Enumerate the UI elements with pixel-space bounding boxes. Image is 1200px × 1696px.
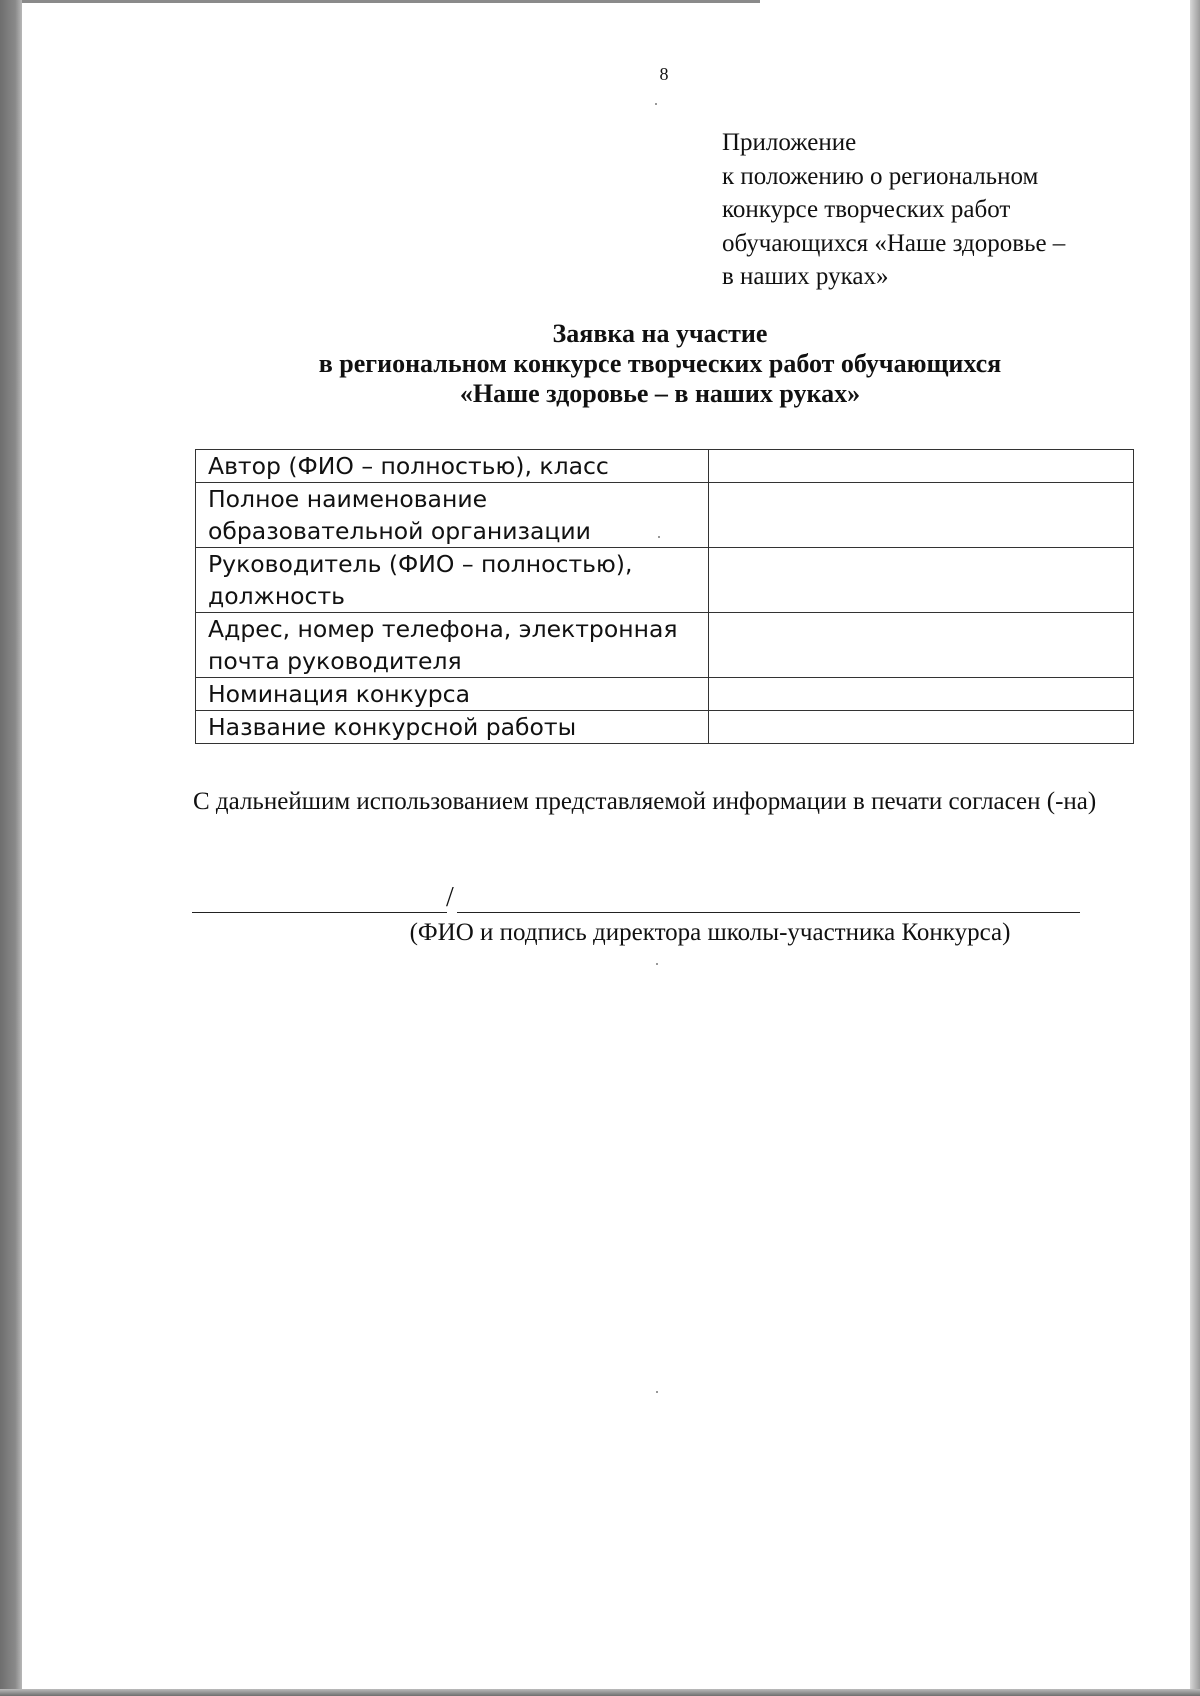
appendix-line: к положению о региональном bbox=[722, 162, 1039, 190]
table-row bbox=[196, 450, 1134, 483]
title-line: «Наше здоровье – в наших руках» bbox=[459, 379, 861, 408]
field-label-contacts: Адрес, номер телефона, электронная почта руководителя bbox=[196, 613, 709, 678]
field-value-author[interactable] bbox=[708, 450, 1133, 483]
table-row bbox=[196, 483, 1134, 548]
scan-edge-left bbox=[0, 0, 22, 1696]
signature-caption: (ФИО и подпись директора школы-участника Конкурса) bbox=[409, 919, 1011, 946]
scan-speck bbox=[656, 1391, 658, 1393]
field-label-organization: Полное наименование образовательной организации bbox=[196, 483, 709, 548]
field-value-organization[interactable] bbox=[708, 483, 1133, 548]
table-row bbox=[196, 711, 1134, 744]
scan-speck bbox=[656, 963, 658, 965]
field-label-supervisor: Руководитель (ФИО – полностью), должность bbox=[196, 548, 709, 613]
scan-speck bbox=[658, 536, 660, 538]
appendix-line: обучающихся «Наше здоровье – bbox=[722, 229, 1066, 257]
application-form-table bbox=[195, 449, 1134, 744]
field-value-supervisor[interactable] bbox=[708, 548, 1133, 613]
scan-edge-top bbox=[0, 0, 760, 3]
signature-separator: / bbox=[446, 882, 454, 913]
consent-statement: С дальнейшим использованием представляемой информации в печати согласен (-на) bbox=[193, 788, 1097, 815]
field-label-author: Автор (ФИО – полностью), класс bbox=[196, 450, 709, 483]
signature-line-name[interactable] bbox=[192, 912, 447, 913]
field-value-contacts[interactable] bbox=[708, 613, 1133, 678]
scan-edge-right bbox=[1190, 0, 1200, 1696]
page-number: 8 bbox=[659, 64, 669, 84]
appendix-line: Приложение bbox=[722, 129, 857, 156]
table-row bbox=[196, 678, 1134, 711]
scan-edge-bottom bbox=[0, 1689, 1200, 1696]
appendix-line: в наших руках» bbox=[722, 263, 889, 290]
table-row bbox=[196, 613, 1134, 678]
table-row bbox=[196, 548, 1134, 613]
field-value-work-title[interactable] bbox=[708, 711, 1133, 744]
title-line: в региональном конкурсе творческих работ обучающихся bbox=[318, 349, 1002, 378]
appendix-note bbox=[722, 126, 1142, 294]
title-line: Заявка на участие bbox=[552, 319, 768, 348]
field-label-work-title: Название конкурсной работы bbox=[196, 711, 709, 744]
scan-speck bbox=[655, 103, 657, 105]
signature-line-sign[interactable] bbox=[457, 912, 1080, 913]
field-label-nomination: Номинация конкурса bbox=[196, 678, 709, 711]
document-title bbox=[180, 319, 1140, 409]
field-value-nomination[interactable] bbox=[708, 678, 1133, 711]
appendix-line: конкурсе творческих работ bbox=[722, 196, 1011, 223]
